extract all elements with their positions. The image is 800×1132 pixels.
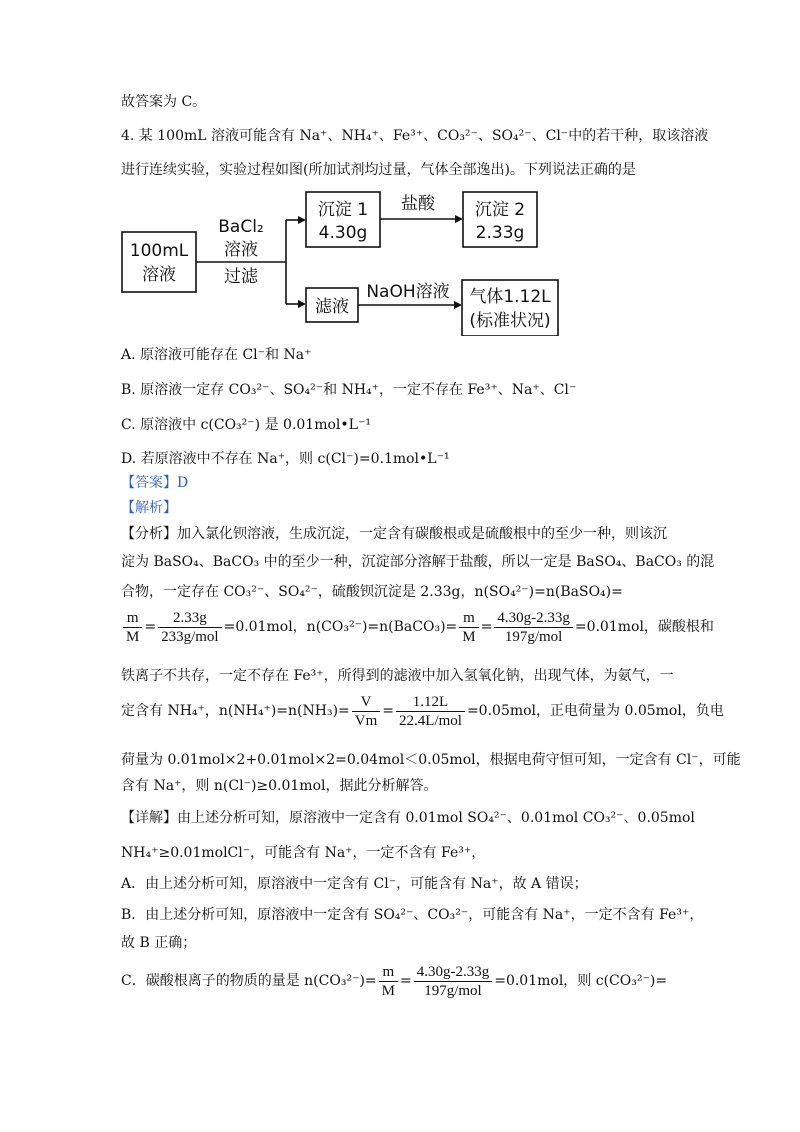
- start-label-2: 溶液: [142, 265, 176, 285]
- ppt1-label-2: 4.30g: [318, 223, 368, 243]
- fraction-mass-carbonate: $\frac{4.30g-2.33g}{\text{197g/mol}}$: [414, 963, 493, 1000]
- fraction-m-over-M-1: $\frac{m}{M}$: [123, 609, 142, 646]
- arrow-head-ppt1: [298, 216, 306, 224]
- analysis-line-5: 铁离子不共存，一定不存在 Fe³⁺，所得到的滤液中加入氢氧化钠，出现气体，为氨气，一: [121, 668, 674, 684]
- filtrate-label: 滤液: [315, 297, 349, 317]
- analysis-line-8: 含有 Na⁺，则 n(Cl⁻)≥0.01mol，据此分析解答。: [121, 778, 438, 794]
- option-a: A. 原溶液可能存在 Cl⁻和 Na⁺: [121, 347, 312, 363]
- fraction-mass-baco3: $\frac{4.30g-2.33g}{\text{197g/mol}}$: [494, 609, 573, 646]
- detail-option-b-line-1: B．由上述分析可知，原溶液中一定含有 SO₄²⁻、CO₃²⁻，可能含有 Na⁺，一定不含有 Fe³⁺，: [121, 907, 704, 923]
- reagent1-label-a: BaCl₂: [218, 217, 264, 237]
- prev-answer-line: 故答案为 C。: [121, 94, 207, 110]
- analysis-line-4: $\frac{m}{M}$ = $\frac{2.33g}{\text{233g/mol}}$ =0.01mol，n(CO₃²⁻)=n(BaCO₃)= $\frac{m}{M}$ = $\frac{4.30g-2.33g}{\text{197g/mol}}$ =0.01mol，碳酸根和: [121, 608, 714, 646]
- option-b: B. 原溶液一定存 CO₃²⁻、SO₄²⁻和 NH₄⁺，一定不存在 Fe³⁺、Na⁺、Cl⁻: [121, 382, 577, 398]
- detail-option-b-line-2: 故 B 正确；: [121, 935, 197, 951]
- analysis-line-3: 合物，一定存在 CO₃²⁻、SO₄²⁻，硫酸钡沉淀是 2.33g，n(SO₄²⁻)=n(BaSO₄)=: [121, 584, 623, 600]
- start-label-1: 100mL: [129, 241, 189, 261]
- analysis-line-7: 荷量为 0.01mol×2+0.01mol×2=0.04mol＜0.05mol，根据电荷守恒可知，一定含有 Cl⁻，可能: [121, 752, 741, 768]
- analysis-line-6: 定含有 NH₄⁺，n(NH₄⁺)=n(NH₃)= $\frac{V}{Vm}$ = $\frac{1.12L}{\text{22.4L/mol}}$ =0.05mol，正电荷量为 0.05mol，负电: [121, 693, 724, 729]
- ppt2-label-1: 沉淀 2: [474, 200, 526, 220]
- fraction-v-over-vm: $\frac{V}{Vm}$: [352, 693, 381, 730]
- detail-line-2: NH₄⁺≥0.01molCl⁻，可能含有 Na⁺，一定不含有 Fe³⁺，: [121, 845, 486, 861]
- analysis-heading: 【解析】: [121, 500, 177, 516]
- detail-option-a: A．由上述分析可知，原溶液中一定含有 Cl⁻，可能含有 Na⁺，故 A 错误；: [121, 876, 588, 892]
- ppt2-label-2: 2.33g: [475, 223, 525, 243]
- arrow-head-filtrate: [298, 300, 306, 308]
- question-line-2: 进行连续实验，实验过程如图(所加试剂均过量，气体全部逸出)。下列说法正确的是: [121, 162, 636, 178]
- detail-option-c: C．碳酸根离子的物质的量是 n(CO₃²⁻)= $\frac{m}{M}$ = $\frac{4.30g-2.33g}{\text{197g/mol}}$ =0.01mol，则 c(CO₃²⁻)=: [121, 963, 668, 999]
- experiment-flow-diagram: [118, 186, 578, 336]
- ppt1-label-1: 沉淀 1: [317, 200, 369, 220]
- analysis-line-2: 淀为 BaSO₄、BaCO₃ 中的至少一种，沉淀部分溶解于盐酸，所以一定是 BaSO₄、BaCO₃ 的混: [121, 554, 715, 570]
- arrow-head-gas: [454, 301, 462, 309]
- arrow-head-ppt2: [455, 215, 463, 223]
- option-d: D. 若原溶液中不存在 Na⁺，则 c(Cl⁻)=0.1mol•L⁻¹: [121, 451, 450, 467]
- detail-line-1: 【详解】由上述分析可知，原溶液中一定含有 0.01mol SO₄²⁻、0.01mol CO₃²⁻、0.05mol: [121, 810, 695, 826]
- analysis-line-1: 【分析】加入氯化钡溶液，生成沉淀，一定含有碳酸根或是硫酸根中的至少一种，则该沉: [121, 526, 667, 542]
- reagent2-label: 盐酸: [401, 194, 435, 214]
- fraction-m-over-M-3: $\frac{m}{M}$: [379, 963, 398, 1000]
- reagent1-label-c: 过滤: [224, 267, 258, 287]
- gas-label-1: 气体1.12L: [469, 287, 551, 307]
- option-c: C. 原溶液中 c(CO₃²⁻) 是 0.01mol•L⁻¹: [121, 417, 371, 433]
- gas-label-2: (标准状况): [469, 311, 551, 331]
- question-line-1: 4. 某 100mL 溶液可能含有 Na⁺、NH₄⁺、Fe³⁺、CO₃²⁻、SO₄²⁻、Cl⁻中的若干种，取该溶液: [121, 128, 709, 144]
- fraction-mass-baso4: $\frac{2.33g}{\text{233g/mol}}$: [158, 609, 222, 646]
- fraction-m-over-M-2: $\frac{m}{M}$: [459, 609, 478, 646]
- reagent1-label-b: 溶液: [224, 240, 258, 260]
- fraction-gas-volume: $\frac{1.12L}{\text{22.4L/mol}}$: [396, 693, 465, 730]
- reagent3-label: NaOH溶液: [366, 282, 450, 302]
- answer-line: 【答案】D: [121, 475, 189, 491]
